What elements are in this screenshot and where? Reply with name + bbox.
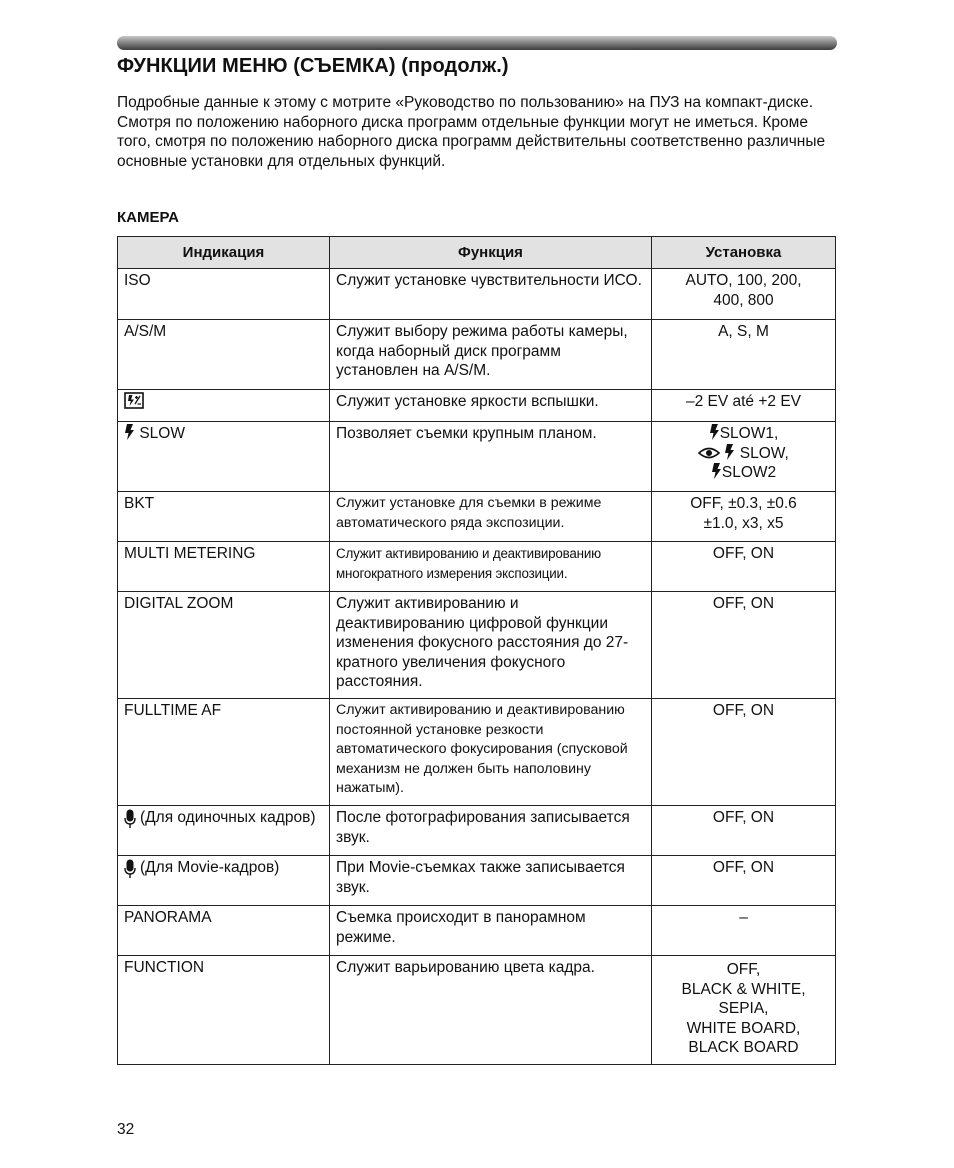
table-row	[118, 699, 836, 806]
microphone-icon	[124, 809, 136, 829]
setting-line: ±1.0, x3, x5	[703, 514, 784, 532]
table-row	[118, 542, 836, 592]
function-cell: Служит установке яркости вспышки.	[330, 390, 652, 422]
indication-cell: ISO	[118, 269, 330, 320]
setting-line: WHITE BOARD,	[686, 1019, 801, 1037]
indication-cell: DIGITAL ZOOM	[118, 592, 330, 699]
table-row	[118, 592, 836, 699]
setting-cell: OFF, ON	[652, 699, 836, 806]
page-title: ФУНКЦИИ МЕНЮ (СЪЕМКА) (продолж.)	[117, 55, 509, 77]
setting-text: SLOW,	[739, 444, 789, 462]
setting-line	[658, 444, 829, 464]
indication-cell	[118, 422, 330, 492]
flash-compensation-icon	[124, 392, 144, 409]
indication-label: (Для одиночных кадров)	[140, 809, 316, 826]
setting-text: SLOW1,	[719, 425, 779, 442]
indication-cell: FUNCTION	[118, 956, 330, 1065]
flash-icon	[124, 424, 135, 440]
indication-label: (Для Movie-кадров)	[140, 859, 280, 876]
setting-cell: –2 EV até +2 EV	[652, 390, 836, 422]
header-rule	[117, 36, 837, 50]
function-cell: Служит выбору режима работы камеры, когда наборный диск программ установлен на A/S/M.	[330, 320, 652, 390]
table-row	[118, 492, 836, 542]
function-cell: Служит активированию и деактивированию постоянной установке резкости автоматического фокусирования (спусковой механизм не должен быть наполовину нажатым).	[330, 699, 652, 806]
header-indication: Индикация	[118, 237, 330, 269]
indication-cell	[118, 806, 330, 856]
function-cell: Служит активированию и деактивированию многократного измерения экспозиции.	[330, 542, 652, 592]
intro-paragraph-1: Подробные данные к этому с мотрите «Руководство по пользованию» на ПУЗ на компакт-диске.	[117, 94, 814, 111]
flash-icon	[711, 463, 722, 479]
flash-icon	[724, 444, 735, 460]
table-row	[118, 422, 836, 492]
setting-cell: OFF, ON	[652, 806, 836, 856]
table-row	[118, 806, 836, 856]
intro-text	[117, 93, 832, 171]
setting-line	[658, 463, 829, 483]
table-row	[118, 956, 836, 1065]
function-cell: После фотографирования записывается звук.	[330, 806, 652, 856]
header-setting: Установка	[652, 237, 836, 269]
indication-wrap	[124, 808, 315, 829]
table-row	[118, 320, 836, 390]
function-cell: Съемка происходит в панорамном режиме.	[330, 906, 652, 956]
table-row	[118, 390, 836, 422]
table-row	[118, 269, 836, 320]
setting-line: BLACK BOARD	[688, 1039, 799, 1056]
function-cell: Служит установке чувствительности ИСО.	[330, 269, 652, 320]
setting-line: OFF,	[726, 961, 761, 978]
setting-line: OFF, ±0.3, ±0.6	[690, 495, 797, 512]
red-eye-icon	[698, 446, 720, 460]
function-cell: Служит варьированию цвета кадра.	[330, 956, 652, 1065]
setting-cell	[652, 269, 836, 320]
table-row	[118, 906, 836, 956]
table-header-row	[118, 237, 836, 269]
setting-cell: OFF, ON	[652, 856, 836, 906]
function-cell: При Movie-съемках также записывается звук.	[330, 856, 652, 906]
indication-cell	[118, 390, 330, 422]
indication-wrap	[124, 858, 279, 879]
setting-cell: OFF, ON	[652, 592, 836, 699]
setting-cell	[652, 422, 836, 492]
camera-menu-table	[117, 236, 836, 1065]
function-cell: Позволяет съемки крупным планом.	[330, 422, 652, 492]
flash-icon	[709, 424, 720, 440]
setting-line	[658, 424, 829, 444]
setting-line: 400, 800	[713, 291, 774, 309]
microphone-icon	[124, 859, 136, 879]
intro-paragraph-2: Смотря по положению наборного диска программ отдельные функции могут не иметься. Кроме того, смотря по положению наборного диска программ действительны соответственно различные основные установки для отдельных функций.	[117, 113, 826, 170]
setting-cell	[652, 492, 836, 542]
function-cell: Служит активированию и деактивированию цифровой функции изменения фокусного расстояния до 27-кратного увеличения фокусного расстояния.	[330, 592, 652, 699]
setting-line: BLACK & WHITE,	[681, 980, 806, 998]
function-cell: Служит установке для съемки в режиме автоматического ряда экспозиции.	[330, 492, 652, 542]
table-row	[118, 856, 836, 906]
indication-cell: A/S/M	[118, 320, 330, 390]
setting-line: SEPIA,	[718, 1000, 769, 1017]
setting-cell: A, S, M	[652, 320, 836, 390]
indication-cell: BKT	[118, 492, 330, 542]
setting-cell	[652, 956, 836, 1065]
setting-cell: OFF, ON	[652, 542, 836, 592]
indication-cell: PANORAMA	[118, 906, 330, 956]
indication-cell: FULLTIME AF	[118, 699, 330, 806]
setting-cell: –	[652, 906, 836, 956]
page-number: 32	[117, 1121, 135, 1138]
indication-label: SLOW	[139, 425, 185, 442]
section-title: КАМЕРА	[117, 209, 180, 226]
indication-cell	[118, 856, 330, 906]
setting-text: SLOW2	[721, 464, 777, 481]
setting-line: AUTO, 100, 200,	[685, 272, 802, 289]
header-function: Функция	[330, 237, 652, 269]
indication-cell: MULTI METERING	[118, 542, 330, 592]
